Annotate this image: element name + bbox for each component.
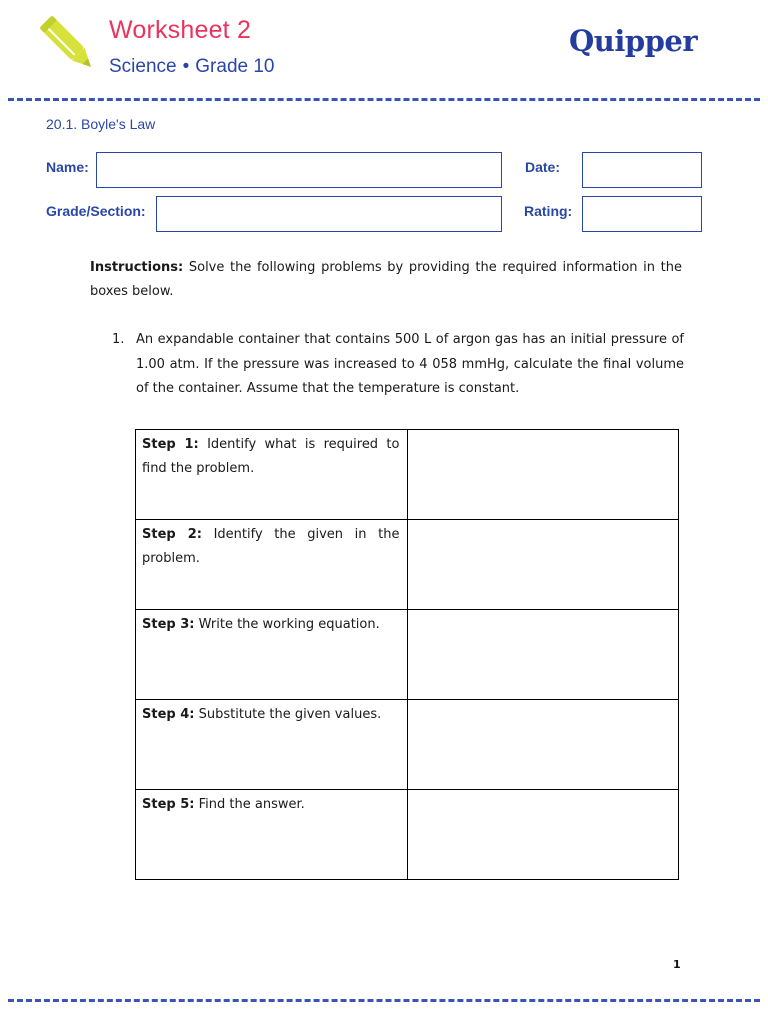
worksheet-title: Worksheet 2 bbox=[109, 16, 252, 44]
name-field[interactable] bbox=[96, 152, 502, 188]
rating-field[interactable] bbox=[582, 196, 702, 232]
step-prompt bbox=[136, 520, 408, 610]
step-answer-cell[interactable] bbox=[407, 520, 679, 610]
step-label: Step 4: bbox=[142, 707, 195, 722]
page-number: 1 bbox=[673, 958, 681, 971]
problem-text: An expandable container that contains 500 L of argon gas has an initial pressure of 1.00 atm. If the pressure was increased to 4 058 mmHg, calculate the final volume of the container. Assume that the temperature is constant. bbox=[136, 332, 684, 396]
step-prompt bbox=[136, 610, 408, 700]
brand-logo: Quipper bbox=[569, 24, 698, 58]
step-label: Step 1: bbox=[142, 437, 199, 452]
step-answer-cell[interactable] bbox=[407, 700, 679, 790]
step-text: Identify what is required to find the problem. bbox=[142, 437, 400, 476]
step-prompt bbox=[136, 790, 408, 880]
step-answer-cell[interactable] bbox=[407, 610, 679, 700]
step-answer-cell[interactable] bbox=[407, 790, 679, 880]
pencil-icon bbox=[40, 14, 98, 76]
table-row bbox=[136, 520, 679, 610]
table-row bbox=[136, 790, 679, 880]
worksheet-subtitle bbox=[109, 56, 275, 78]
topic-heading: 20.1. Boyle's Law bbox=[46, 116, 156, 132]
step-prompt bbox=[136, 430, 408, 520]
step-label: Step 3: bbox=[142, 617, 195, 632]
bottom-divider bbox=[8, 999, 760, 1002]
step-text: Substitute the given values. bbox=[198, 707, 382, 722]
grade-label: Grade 10 bbox=[195, 56, 275, 77]
table-row bbox=[136, 610, 679, 700]
step-text: Write the working equation. bbox=[198, 617, 380, 632]
problem-number: 1. bbox=[112, 332, 125, 347]
top-divider bbox=[8, 98, 760, 101]
table-row bbox=[136, 430, 679, 520]
instructions-text: Solve the following problems by providing the required information in the boxes below. bbox=[90, 260, 682, 299]
grade-section-label: Grade/Section: bbox=[46, 203, 146, 219]
table-row bbox=[136, 700, 679, 790]
problem-item bbox=[112, 328, 684, 402]
steps-table bbox=[135, 429, 679, 880]
step-text: Find the answer. bbox=[198, 797, 305, 812]
name-label: Name: bbox=[46, 159, 89, 175]
step-answer-cell[interactable] bbox=[407, 430, 679, 520]
step-text: Identify the given in the problem. bbox=[142, 527, 400, 566]
instructions-label: Instructions: bbox=[90, 260, 184, 275]
instructions bbox=[90, 256, 682, 304]
date-label: Date: bbox=[525, 159, 561, 175]
step-prompt bbox=[136, 700, 408, 790]
step-label: Step 5: bbox=[142, 797, 195, 812]
date-field[interactable] bbox=[582, 152, 702, 188]
subtitle-separator: • bbox=[182, 56, 190, 77]
rating-label: Rating: bbox=[524, 203, 573, 219]
step-label: Step 2: bbox=[142, 527, 202, 542]
subject-label: Science bbox=[109, 56, 177, 77]
grade-section-field[interactable] bbox=[156, 196, 502, 232]
